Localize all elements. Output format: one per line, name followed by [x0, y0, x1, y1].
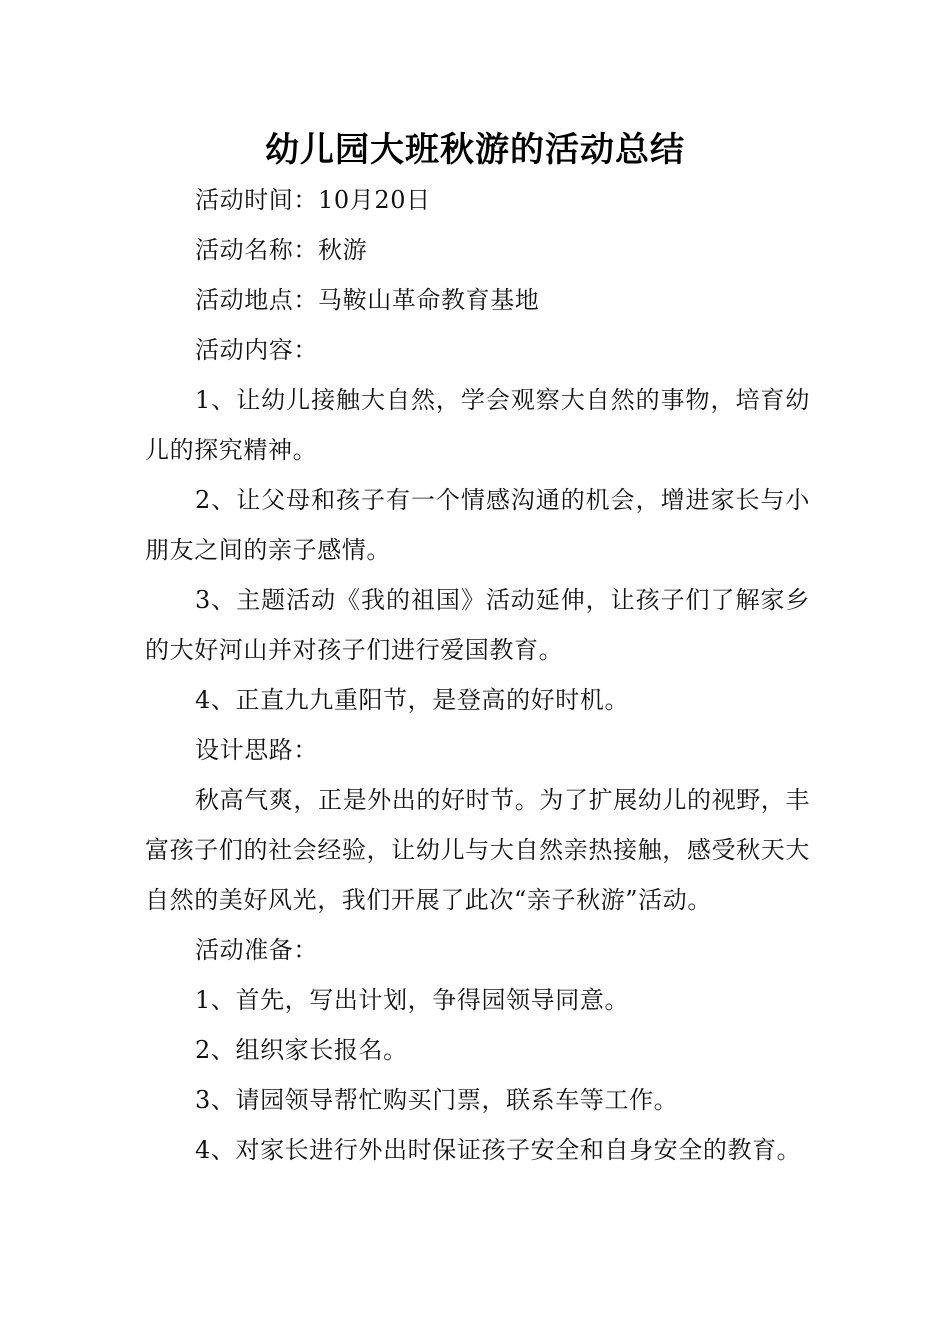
document-body	[145, 175, 810, 1175]
paragraph-content-item-3: 3、主题活动《我的祖国》活动延伸，让孩子们了解家乡的大好河山并对孩子们进行爱国教育。	[145, 586, 810, 664]
paragraph-preparation-item-2: 2、组织家长报名。	[195, 1036, 408, 1064]
paragraph-content-item-1: 1、让幼儿接触大自然，学会观察大自然的事物，培育幼儿的探究精神。	[145, 386, 810, 464]
paragraph-design-heading: 设计思路：	[195, 736, 318, 764]
paragraph-content-item-2: 2、让父母和孩子有一个情感沟通的机会，增进家长与小朋友之间的亲子感情。	[145, 486, 810, 564]
paragraph-activity-time: 活动时间：10月20日	[195, 186, 431, 214]
paragraph-activity-location: 活动地点：马鞍山革命教育基地	[195, 286, 540, 314]
paragraph-preparation-item-3: 3、请园领导帮忙购买门票，联系车等工作。	[195, 1086, 679, 1114]
paragraph-activity-content-heading: 活动内容：	[195, 336, 318, 364]
paragraph-preparation-item-4: 4、对家长进行外出时保证孩子安全和自身安全的教育。	[195, 1136, 802, 1164]
paragraph-preparation-heading: 活动准备：	[195, 936, 318, 964]
paragraph-activity-name: 活动名称：秋游	[195, 236, 368, 264]
paragraph-content-item-4: 4、正直九九重阳节，是登高的好时机。	[195, 686, 630, 714]
document-title: 幼儿园大班秋游的活动总结	[265, 130, 685, 170]
paragraph-preparation-item-1: 1、首先，写出计划，争得园领导同意。	[195, 986, 630, 1014]
paragraph-design-body: 秋高气爽，正是外出的好时节。为了扩展幼儿的视野，丰富孩子们的社会经验，让幼儿与大自然亲热接触，感受秋天大自然的美好风光，我们开展了此次“亲子秋游”活动。	[145, 786, 810, 914]
